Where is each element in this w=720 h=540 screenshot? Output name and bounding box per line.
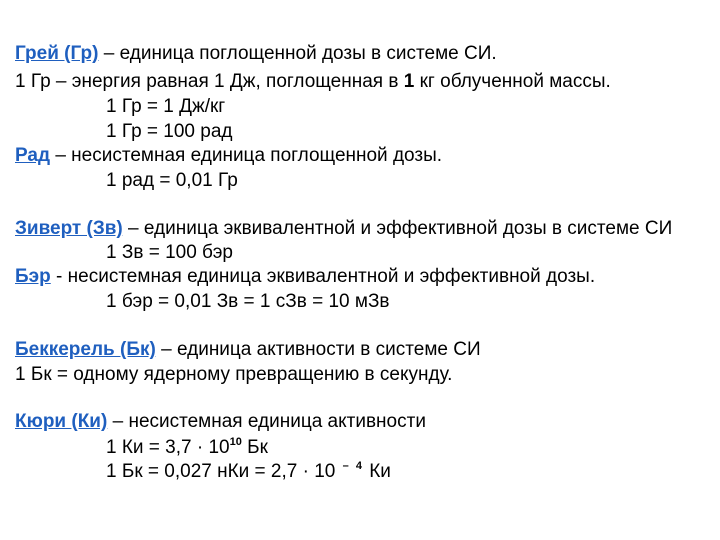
gray-energy-text-a: 1 Гр – энергия равная 1 Дж, поглощенная в xyxy=(15,71,404,92)
curie-equation-2 xyxy=(106,460,391,484)
rad-definition-line xyxy=(15,144,442,168)
ber-definition: - несистемная единица эквивалентной и эффективной дозы. xyxy=(50,266,596,287)
ber-equation: 1 бэр = 0,01 Зв = 1 сЗв = 10 мЗв xyxy=(106,291,390,312)
becquerel-definition: – единица активности в системе СИ xyxy=(155,339,481,360)
becquerel-equation: 1 Бк = одному ядерному превращению в секунду. xyxy=(15,364,453,385)
ber-definition-line xyxy=(15,265,595,289)
gray-definition: – единица поглощенной дозы в системе СИ. xyxy=(98,43,497,64)
gray-energy-text-b: кг облученной массы. xyxy=(414,71,611,92)
curie-eq2-exponent: – 4 xyxy=(342,460,364,472)
curie-term: Кюри (Ки) xyxy=(15,411,108,432)
gray-definition-line xyxy=(15,42,497,66)
gray-term: Грей (Гр) xyxy=(15,43,99,64)
curie-definition-line xyxy=(15,410,426,434)
curie-eq1-exponent: 10 xyxy=(229,436,242,448)
sievert-equation: 1 Зв = 100 бэр xyxy=(106,242,233,263)
gray-equation-2: 1 Гр = 100 рад xyxy=(106,121,233,142)
rad-equation: 1 рад = 0,01 Гр xyxy=(106,170,238,191)
becquerel-term: Беккерель (Бк) xyxy=(15,339,156,360)
curie-eq2-base: 1 Бк = 0,027 нКи = 2,7 · 10 xyxy=(106,461,341,482)
gray-energy-line xyxy=(15,70,611,94)
sievert-definition: – единица эквивалентной и эффективной дозы в системе СИ xyxy=(122,218,673,239)
gray-energy-bold: 1 xyxy=(403,71,415,92)
becquerel-definition-line xyxy=(15,338,481,362)
curie-definition: – несистемная единица активности xyxy=(107,411,426,432)
ber-term: Бэр xyxy=(15,266,51,287)
rad-definition: – несистемная единица поглощенной дозы. xyxy=(50,145,443,166)
sievert-definition-line xyxy=(15,217,672,241)
sievert-term: Зиверт (Зв) xyxy=(15,218,123,239)
gray-equation-1: 1 Гр = 1 Дж/кг xyxy=(106,96,226,117)
curie-eq2-unit: Ки xyxy=(363,461,391,482)
curie-equation-1 xyxy=(106,436,268,460)
rad-term: Рад xyxy=(15,145,51,166)
curie-eq1-base: 1 Ки = 3,7 · 10 xyxy=(106,437,230,458)
curie-eq1-unit: Бк xyxy=(241,437,268,458)
